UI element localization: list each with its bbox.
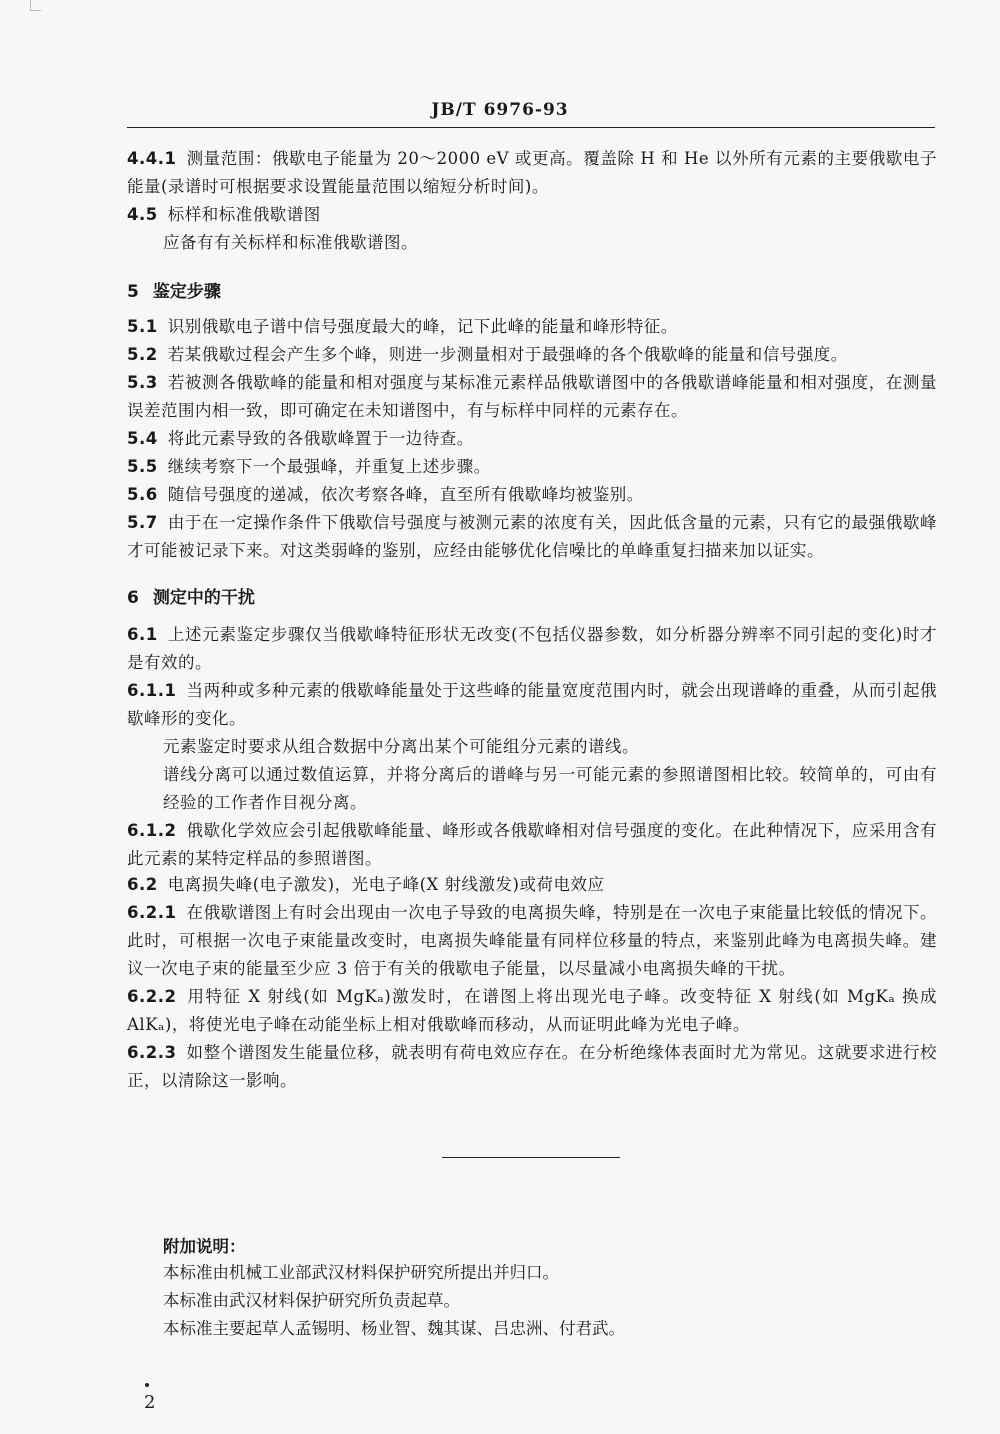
note-line: 本标准由武汉材料保护研究所负责起草。 [163,1291,460,1310]
header-rule [127,127,935,128]
clause-number: 6.2.1 [127,903,177,922]
clause-6-2-1 [127,899,937,983]
section-5-heading [127,277,221,302]
section-title: 测定中的干扰 [152,588,255,608]
clause-text: 若被测各俄歇峰的能量和相对强度与某标准元素样品俄歇谱图中的各俄歇谱峰能量和相对强度，在测量误差范围内相一致，即可确定在未知谱图中，有与标样中同样的元素存在。 [127,373,937,420]
clause-number: 5.2 [127,345,158,364]
clause-text: 用特征 X 射线(如 MgKₐ)激发时，在谱图上将出现光电子峰。改变特征 X 射线(如 MgKₐ 换成 AlKₐ)，将使光电子峰在动能坐标上相对俄歇峰而移动，从而证明此峰为光电子峰。 [127,987,937,1034]
crop-mark [30,0,41,11]
paragraph-text: 元素鉴定时要求从组合数据中分离出某个可能组分元素的谱线。 [163,737,639,756]
clause-text: 电离损失峰(电子激发)，光电子峰(X 射线激发)或荷电效应 [167,875,605,894]
note-title: 附加说明： [163,1237,246,1256]
end-rule [442,1157,620,1158]
clause-text: 标样和标准俄歇谱图 [167,205,321,224]
clause-4-5 [127,201,937,229]
clause-number: 4.5 [127,205,158,224]
clause-number: 6.1.2 [127,821,177,840]
clause-number: 6.1.1 [127,681,177,700]
clause-number: 4.4.1 [127,149,177,168]
clause-number: 5.1 [127,317,158,336]
clause-text: 测量范围：俄歇电子能量为 20～2000 eV 或更高。覆盖除 H 和 He 以外所有元素的主要俄歇电子能量(录谱时可根据要求设置能量范围以缩短分析时间)。 [127,149,937,196]
clause-6-1 [127,621,937,677]
clause-text: 俄歇化学效应会引起俄歇峰能量、峰形或各俄歇峰相对信号强度的变化。在此种情况下，应采用含有此元素的某特定样品的参照谱图。 [127,821,937,868]
clause-text: 如整个谱图发生能量位移，就表明有荷电效应存在。在分析绝缘体表面时尤为常见。这就要求进行校正，以清除这一影响。 [127,1043,937,1090]
section-number: 6 [127,588,139,608]
section-6-heading [127,583,255,608]
clause-text: 若某俄歇过程会产生多个峰，则进一步测量相对于最强峰的各个俄歇峰的能量和信号强度。 [167,345,848,364]
clause-5-6 [127,481,937,509]
clause-number: 5.5 [127,457,158,476]
clause-5-5 [127,453,937,481]
paragraph-text: 应备有有关标样和标准俄歇谱图。 [163,233,418,252]
clause-number: 6.2.2 [127,987,177,1006]
clause-5-4 [127,425,937,453]
clause-4-4-1 [127,145,937,201]
clause-6-2-2 [127,983,937,1039]
clause-5-3 [127,369,937,425]
clause-text: 当两种或多种元素的俄歇峰能量处于这些峰的能量宽度范围内时，就会出现谱峰的重叠，从而引起俄歇峰形的变化。 [127,681,937,728]
clause-number: 5.7 [127,513,158,532]
page-header: JB/T 6976-93 [431,100,569,120]
clause-6-2-3 [127,1039,937,1095]
clause-text: 由于在一定操作条件下俄歇信号强度与被测元素的浓度有关，因此低含量的元素，只有它的最强俄歇峰才可能被记录下来。对这类弱峰的鉴别，应经由能够优化信噪比的单峰重复扫描来加以证实。 [127,513,937,560]
clause-text: 随信号强度的递减，依次考察各峰，直至所有俄歇峰均被鉴别。 [167,485,644,504]
paragraph [127,229,937,257]
clause-6-2 [127,871,937,899]
clause-text: 在俄歇谱图上有时会出现由一次电子导致的电离损失峰，特别是在一次电子束能量比较低的情况下。此时，可根据一次电子束能量改变时，电离损失峰能量有同样位移量的特点，来鉴别此峰为电离损失峰。建议一次电子束的能量至少应 3 倍于有关的俄歇电子能量，以尽量减小电离损失峰的干扰。 [127,903,937,978]
clause-number: 5.6 [127,485,158,504]
paragraph [127,761,937,817]
page-dot [145,1383,149,1387]
note-line: 本标准由机械工业部武汉材料保护研究所提出并归口。 [163,1263,559,1282]
note-line: 本标准主要起草人孟锡明、杨业智、魏其谋、吕忠洲、付君武。 [163,1319,625,1338]
paragraph-text: 谱线分离可以通过数值运算，并将分离后的谱峰与另一可能元素的参照谱图相比较。较简单的，可由有经验的工作者作目视分离。 [163,765,937,812]
clause-number: 5.3 [127,373,158,392]
clause-text: 识别俄歇电子谱中信号强度最大的峰，记下此峰的能量和峰形特征。 [167,317,678,336]
clause-text: 上述元素鉴定步骤仅当俄歇峰特征形状无改变(不包括仪器参数，如分析器分辨率不同引起的变化)时才是有效的。 [127,625,937,672]
clause-number: 6.2 [127,875,158,894]
clause-number: 6.2.3 [127,1043,177,1062]
paragraph [127,733,937,761]
clause-text: 将此元素导致的各俄歇峰置于一边待查。 [167,429,474,448]
clause-5-2 [127,341,937,369]
section-title: 鉴定步骤 [152,282,221,302]
clause-5-7 [127,509,937,565]
clause-5-1 [127,313,937,341]
clause-6-1-1 [127,677,937,733]
clause-number: 5.4 [127,429,158,448]
clause-6-1-2 [127,817,937,873]
clause-text: 继续考察下一个最强峰，并重复上述步骤。 [167,457,491,476]
section-number: 5 [127,282,139,302]
page-number: 2 [144,1392,156,1413]
clause-number: 6.1 [127,625,158,644]
